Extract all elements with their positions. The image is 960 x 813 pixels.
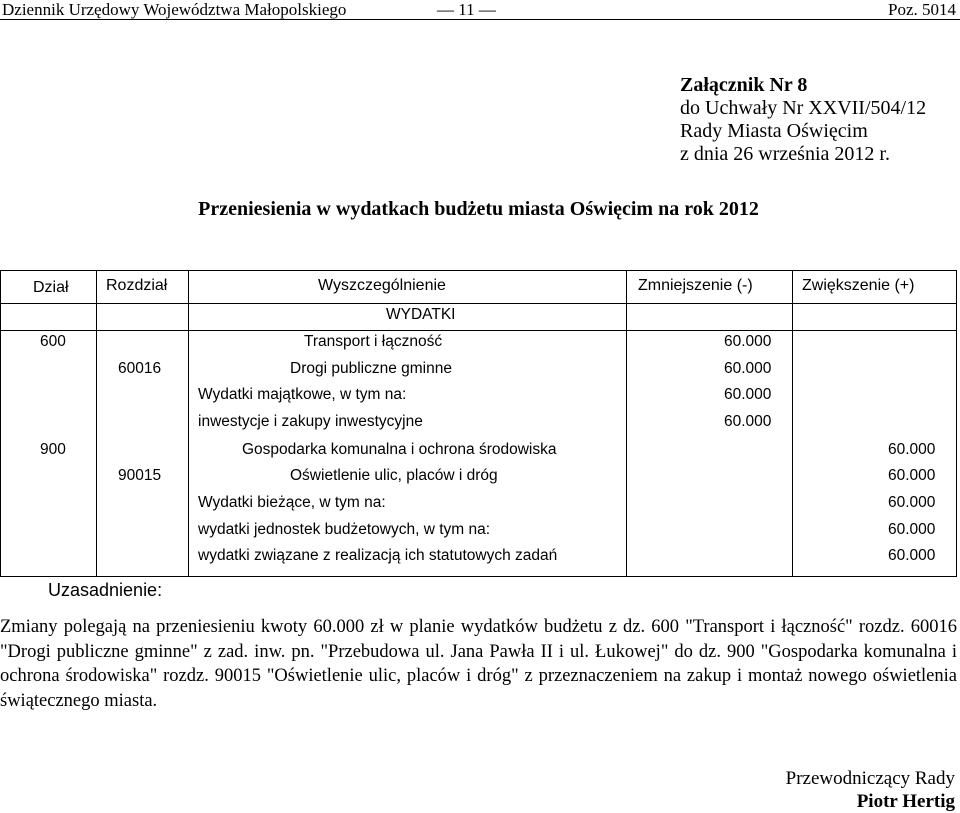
cell-dzial: 900 [40, 441, 66, 458]
justification-label: Uzasadnienie: [48, 580, 163, 600]
cell-plus: 60.000 [888, 521, 936, 538]
signature-name: Piotr Hertig [856, 791, 955, 812]
header-zwiekszenie: Zwiększenie (+) [802, 277, 915, 294]
annex-council: Rady Miasta Oświęcim [680, 120, 868, 142]
cell-desc: wydatki jednostek budżetowych, w tym na: [198, 521, 491, 538]
cell-plus: 60.000 [888, 494, 936, 511]
justification-text: Zmiany polegają na przeniesieniu kwoty 60.000 zł w planie wydatków budżetu z dz. 600 "Transport i łączność" rozdz. 60016 "Drogi publiczne gminne" z zad. inw. pn. "Przebudowa ul. Jana Pawła II i ul. Łukowej" do dz. 900 "Gospodarka komunalna i ochrona środowiska" rozdz. 90015 "Oświetlenie ulic, placów i dróg" z przeznaczeniem na zakup i montaż nowego oświetlenia świątecznego miasta. [0, 617, 957, 711]
cell-minus: 60.000 [724, 413, 772, 430]
cell-minus: 60.000 [724, 333, 772, 350]
annex-resolution: do Uchwały Nr XXVII/504/12 [680, 97, 927, 119]
section-label-wydatki: WYDATKI [386, 306, 456, 323]
journal-name: Dziennik Urzędowy Województwa Małopolskiego [2, 0, 347, 19]
page-header [0, 0, 960, 20]
cell-minus: 60.000 [724, 360, 772, 377]
page-number: — 11 — [437, 0, 496, 19]
cell-rozdzial: 90015 [118, 467, 162, 484]
annex-block [680, 74, 926, 166]
header-zmniejszenie: Zmniejszenie (-) [638, 277, 753, 294]
cell-desc: Wydatki bieżące, w tym na: [198, 494, 386, 511]
table-section-divider [0, 330, 957, 331]
table-border-top [0, 270, 957, 271]
col-divider-rozdzial [188, 270, 189, 576]
cell-desc: Gospodarka komunalna i ochrona środowiska [242, 441, 557, 458]
document-title: Przeniesienia w wydatkach budżetu miasta Oświęcim na rok 2012 [198, 198, 759, 220]
table-border-bottom [0, 576, 957, 577]
cell-plus: 60.000 [888, 467, 936, 484]
cell-rozdzial: 60016 [118, 360, 162, 377]
cell-desc: Oświetlenie ulic, placów i dróg [290, 467, 498, 484]
cell-minus: 60.000 [724, 386, 772, 403]
col-divider-dzial [96, 270, 97, 576]
cell-plus: 60.000 [888, 441, 936, 458]
cell-dzial: 600 [40, 333, 66, 350]
cell-desc: inwestycje i zakupy inwestycyjne [198, 413, 423, 430]
cell-plus: 60.000 [888, 547, 936, 564]
table-border-left [0, 270, 1, 576]
cell-desc: Drogi publiczne gminne [290, 360, 452, 377]
col-divider-desc [626, 270, 627, 576]
cell-desc: Wydatki majątkowe, w tym na: [198, 386, 407, 403]
annex-title: Załącznik Nr 8 [680, 74, 808, 96]
table-header-divider [0, 303, 957, 304]
position-number: Poz. 5014 [888, 0, 956, 19]
cell-desc: Transport i łączność [304, 333, 443, 350]
table-border-right [956, 270, 957, 576]
header-dzial: Dział [33, 279, 69, 296]
col-divider-minus [792, 270, 793, 576]
cell-desc: wydatki związane z realizacją ich statutowych zadań [198, 547, 558, 564]
signature-role: Przewodniczący Rady [785, 768, 955, 789]
header-wyszczegolnienie: Wyszczególnienie [318, 277, 446, 294]
header-rozdzial: Rozdział [106, 277, 168, 294]
signature-block [786, 767, 955, 813]
annex-date: z dnia 26 września 2012 r. [680, 143, 890, 165]
